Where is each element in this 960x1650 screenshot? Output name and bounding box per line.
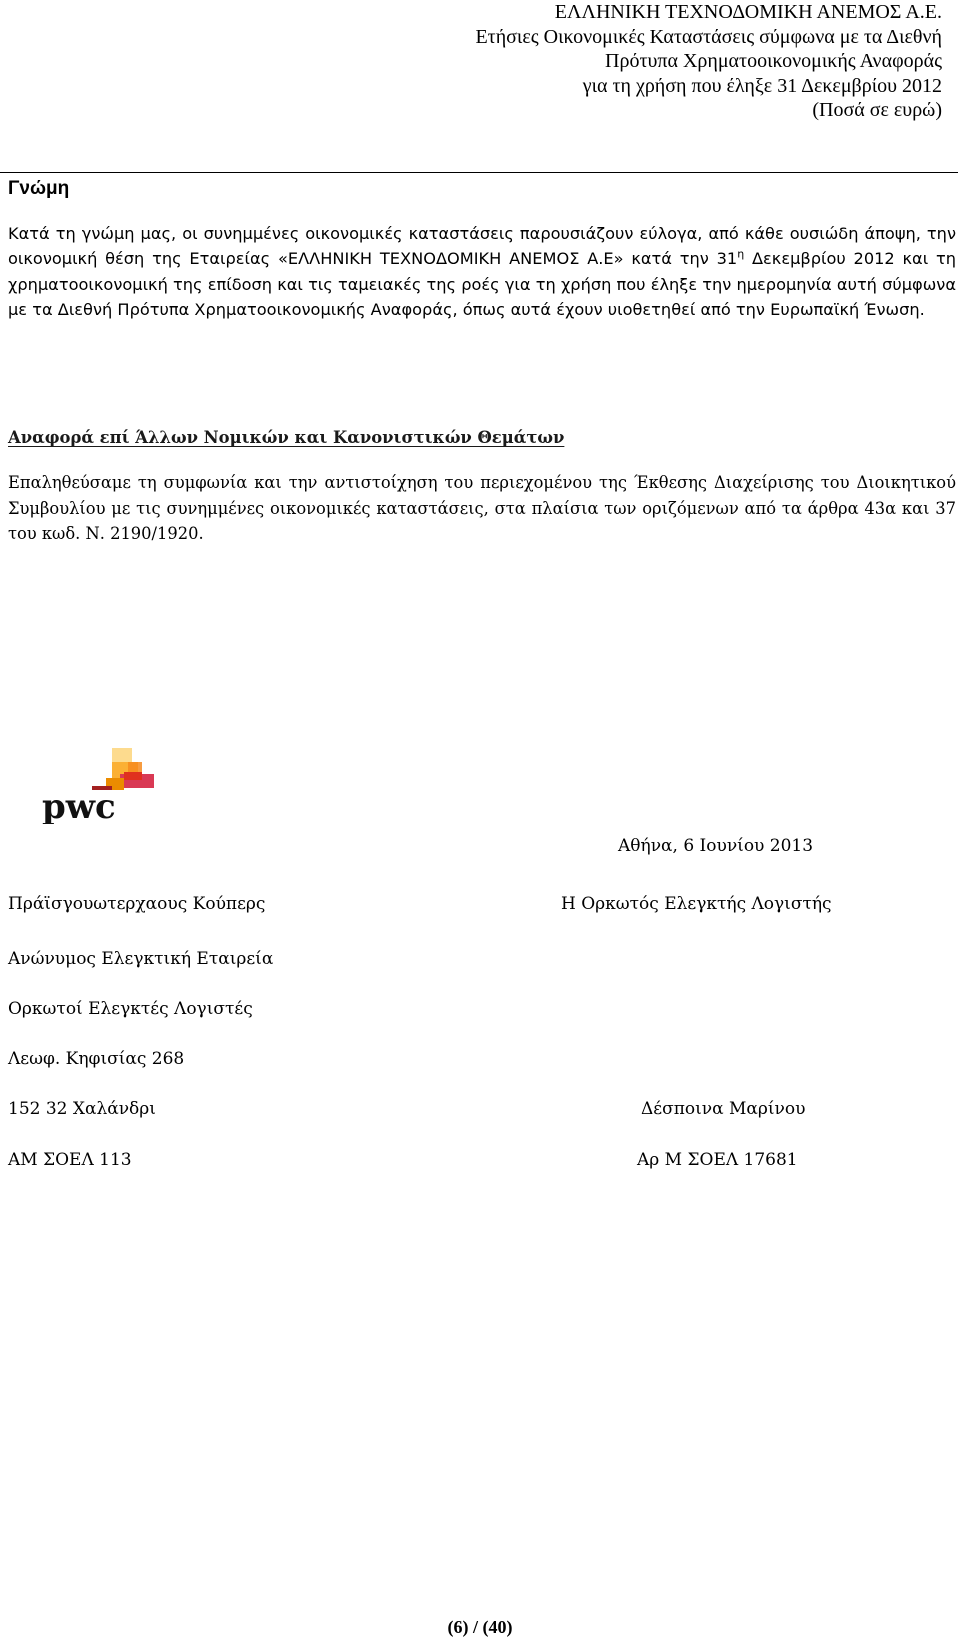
firm-name: Πράϊσγουωτερχαους Κούπερς: [8, 894, 266, 914]
header-period: για τη χρήση που έληξε 31 Δεκεμβρίου 2012: [582, 74, 942, 97]
opinion-paragraph: [8, 221, 956, 323]
firm-role: Ορκωτοί Ελεγκτές Λογιστές: [8, 999, 253, 1019]
signature-place-date: Αθήνα, 6 Ιουνίου 2013: [618, 836, 814, 856]
auditor-registration: Αρ Μ ΣΟΕΛ 17681: [637, 1150, 798, 1170]
header-subtitle-2: Πρότυπα Χρηματοοικονομικής Αναφοράς: [605, 50, 942, 72]
page-number: (6) / (40): [447, 1617, 513, 1637]
header-subtitle-1: Ετήσιες Οικονομικές Καταστάσεις σύμφωνα με τα Διεθνή: [475, 25, 942, 48]
firm-postal: 152 32 Χαλάνδρι: [8, 1099, 156, 1119]
header-divider: [0, 172, 958, 173]
auditor-title: Η Ορκωτός Ελεγκτής Λογιστής: [561, 894, 832, 914]
document-header: [0, 0, 960, 123]
opinion-text-a: Κατά τη γνώμη μας, οι συνημμένες οικονομικές καταστάσεις παρουσιάζουν εύλογα, από κάθε ουσιώδη άποψη, την οικονομική θέση της Εταιρείας «ΕΛΛΗΝΙΚΗ ΤΕΧΝΟΔΟΜΙΚΗ ΑΝΕΜΟΣ Α.Ε» κατά την 31: [8, 224, 956, 269]
firm-registration: ΑΜ ΣΟΕΛ 113: [8, 1150, 132, 1170]
firm-address: Λεωφ. Κηφισίας 268: [8, 1049, 185, 1069]
firm-type: Ανώνυμος Ελεγκτική Εταιρεία: [8, 949, 274, 969]
ordinal-superscript: η: [737, 248, 745, 262]
opinion-heading: Γνώμη: [8, 178, 70, 199]
other-matters-paragraph: Επαληθεύσαμε τη συμφωνία και την αντιστοίχηση του περιεχομένου της Έκθεσης Διαχείρισης του Διοικητικού Συμβουλίου με τις συνημμένες οικονομικές καταστάσεις, στα πλαίσια των οριζόμενων από τα άρθρα 43α και 37 του κωδ. Ν. 2190/1920.: [8, 473, 956, 544]
header-currency: (Ποσά σε ευρώ): [812, 99, 942, 121]
header-company: ΕΛΛΗΝΙΚΗ ΤΕΧΝΟΔΟΜΙΚΗ ΑΝΕΜΟΣ Α.Ε.: [554, 1, 942, 23]
auditor-name: Δέσποινα Μαρίνου: [641, 1099, 806, 1119]
pwc-logo-text: pwc: [42, 787, 116, 824]
opinion-text-b: Δεκεμβρίου 2012 και τη χρηματοοικονομική της επίδοση και τις ταμειακές της ροές για τη χρήση που έληξε την ημερομηνία αυτή σύμφωνα με τα Διεθνή Πρότυπα Χρηματοοικονομικής Αναφοράς, όπως αυτά έχουν υιοθετηθεί από την Ευρωπαϊκή Ένωση.: [8, 249, 956, 320]
pwc-logo-mark: [92, 748, 154, 790]
pwc-logo: [42, 748, 154, 824]
other-matters-heading: Αναφορά επί Άλλων Νομικών και Κανονιστικών Θεμάτων: [8, 428, 565, 447]
